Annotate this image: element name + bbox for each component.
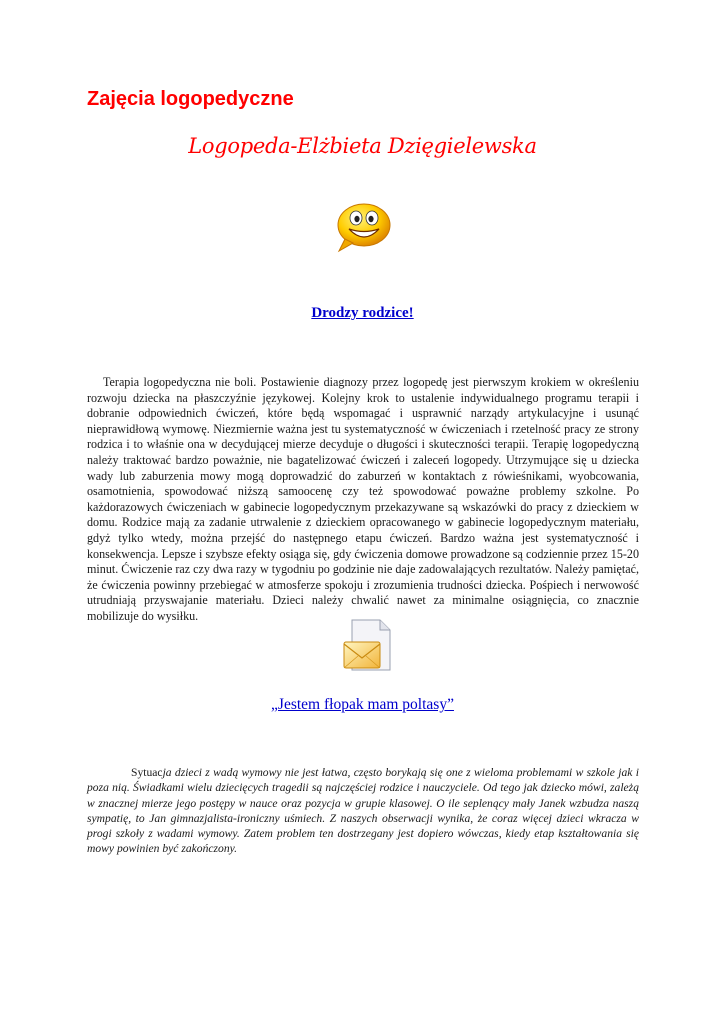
paragraph-lead: Sytuac	[131, 766, 163, 779]
paragraph-rest: ja dzieci z wadą wymowy nie jest łatwa, często borykają się one z wieloma problemami w szkole jak i poza nią. Świadkami wielu dziecięcych tragedii są najczęściej rodzice i nauczyciele. Od tego jak dziecko mówi, zależą w znacznej mierze jego postępy w nauce oraz pozycja w grupie klasowej. O ile seplenący mały Janek wzbudza naszą sympatię, to Jan gimnazjalista-ironiczny uśmiech. Z naszych obserwacji wynika, że coraz więcej dzieci wkracza w progi szkoły z wadami wymowy. Zatem problem ten dostrzegany jest dopiero wówczas, kiedy etap kształtowania się mowy powinien być zakończony.	[87, 766, 639, 856]
greeting-link[interactable]: Drodzy rodzice!	[311, 305, 414, 321]
smiley-icon	[333, 201, 393, 253]
intro-paragraph: Terapia logopedyczna nie boli. Postawienie diagnozy przez logopedę jest pierwszym krokiem w określeniu rozwoju dziecka na płaszczyźnie językowej. Kolejny krok to ustalenie indywidualnego programu terapii i dobranie odpowiednich ćwiczeń, które będą wspomagać i usprawnić narządy artykulacyjne i usunąć nieprawidłową wymowę. Niezmiernie ważna jest tu systematyczność w ćwiczeniach i rzetelność pracy ze strony rodzica i to właśnie ona w decydującej mierze decyduje o długości i skuteczności terapii. Terapię logopedyczną należy traktować bardzo poważnie, nie bagatelizować ćwiczeń i zaleceń logopedy. Utrzymujące się u dziecka wady lub zaburzenia mowy mogą doprowadzić do zaburzeń w kontaktach z rówieśnikami, wyobcowania, osamotnienia, spowodować niższą samoocenę czy też spowodować poważne problemy szkolne. Po każdorazowych ćwiczeniach w gabinecie logopedycznym przekazywane są wskazówki do pracy z dzieckiem w domu. Rodzice mają za zadanie utrwalenie z dzieckiem opracowanego w gabinecie logopedycznym materiału, gdyż tylko wtedy, można przejść do następnego etapu ćwiczeń. Bardzo ważna jest systematyczność i konsekwencja. Lepsze i szybsze efekty osiąga się, gdy ćwiczenia domowe prowadzone są codziennie przez 15-20 minut. Ćwiczenie raz czy dwa razy w tygodniu po godzinie nie daje zadowalających rezultatów. Należy pamiętać, że ćwiczenia powinny przebiegać w atmosferze spokoju i zrozumienia trudności dziecka. Pośpiech i nerwowość utrudniają przyswajanie materiału. Dzieci należy chwalić nawet za minimalne osiągnięcia, co znacznie mobilizuje do wysiłku.	[87, 375, 639, 623]
situation-paragraph	[87, 765, 639, 857]
quote-heading-link[interactable]: „Jestem fłopak mam poltasy”	[271, 696, 454, 713]
envelope-icon	[342, 618, 394, 674]
page-title: Zajęcia logopedyczne	[87, 88, 294, 110]
author-subtitle: Logopeda-Elżbieta Dzięgielewska	[188, 134, 537, 158]
